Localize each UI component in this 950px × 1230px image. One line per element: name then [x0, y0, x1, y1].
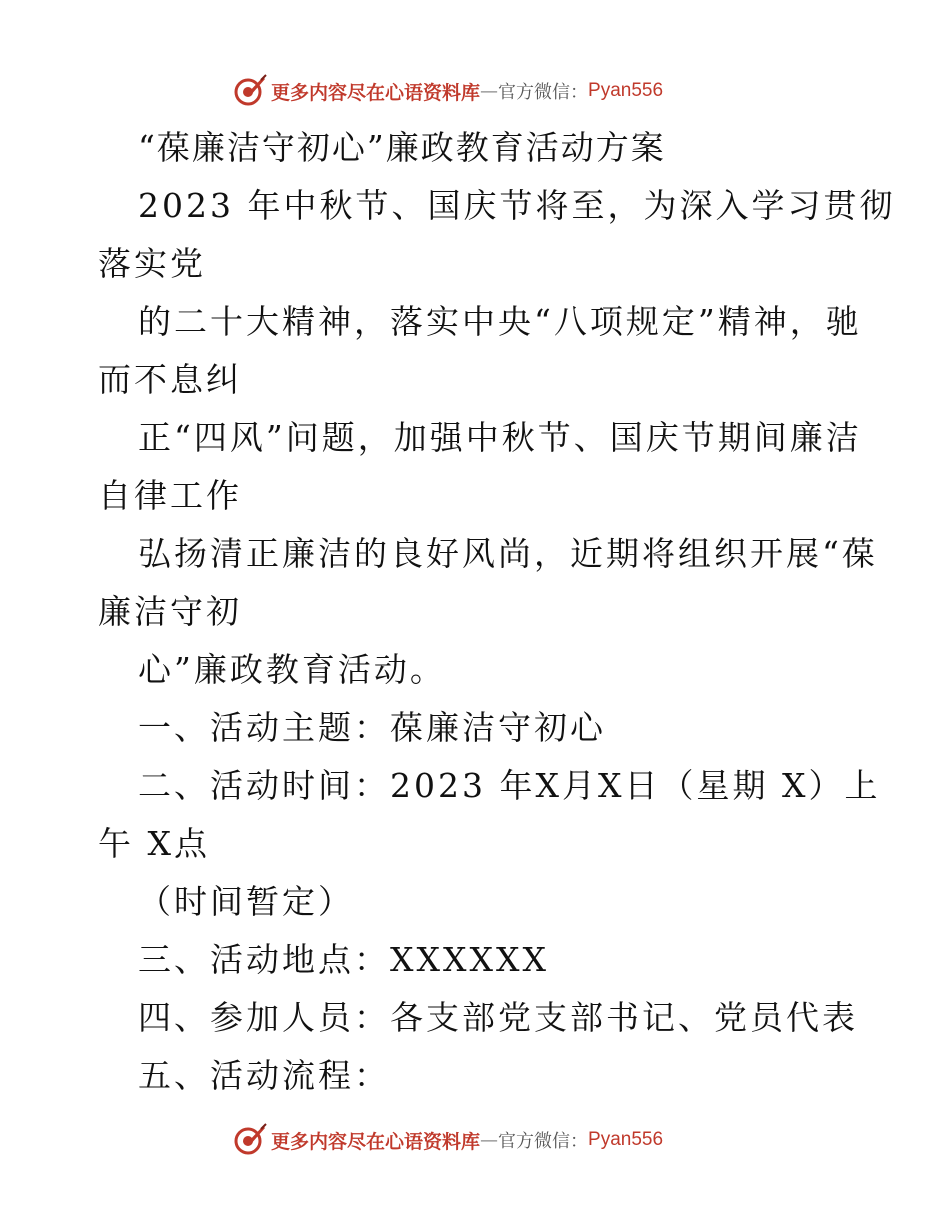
section-location: 三、活动地点：XXXXXX	[138, 940, 549, 979]
document-title: “葆廉洁守初心”廉政教育活动方案	[138, 128, 666, 167]
paragraph-line: 2023 年中秋节、国庆节将至，为深入学习贯彻	[138, 186, 896, 225]
banner-separator: —	[480, 80, 499, 102]
banner-account: Pyan556	[588, 80, 664, 101]
footer-banner	[233, 1122, 663, 1158]
paragraph-line: 正“四风”问题，加强中秋节、国庆节期间廉洁	[138, 418, 862, 457]
banner-separator: —	[480, 1129, 499, 1151]
paragraph-line: 而不息纠	[98, 360, 242, 399]
banner-label: 官方微信：	[498, 1131, 589, 1152]
banner-text: 更多内容尽在心语资料库	[271, 81, 481, 104]
quill-pen-icon	[233, 1123, 267, 1157]
paragraph-line: 廉洁守初	[98, 592, 242, 631]
paragraph-line: 落实党	[98, 244, 206, 283]
paragraph-line: 自律工作	[98, 476, 242, 515]
paragraph-line: 弘扬清正廉洁的良好风尚，近期将组织开展“葆	[138, 534, 878, 573]
paragraph-line: 的二十大精神，落实中央“八项规定”精神，驰	[138, 302, 862, 341]
section-theme: 一、活动主题：葆廉洁守初心	[138, 708, 606, 747]
banner-label: 官方微信：	[498, 82, 589, 103]
paragraph-line: （时间暂定）	[138, 882, 354, 921]
header-banner	[233, 73, 663, 109]
quill-pen-icon	[233, 74, 267, 108]
banner-text: 更多内容尽在心语资料库	[271, 1130, 481, 1153]
section-time: 二、活动时间：2023 年X月X日（星期 X）上	[138, 766, 881, 805]
banner-account: Pyan556	[588, 1129, 664, 1150]
section-participants: 四、参加人员：各支部党支部书记、党员代表	[138, 998, 858, 1037]
paragraph-line: 心”廉政教育活动。	[138, 650, 446, 689]
paragraph-line: 午 X点	[98, 824, 210, 863]
section-process: 五、活动流程：	[138, 1056, 390, 1095]
